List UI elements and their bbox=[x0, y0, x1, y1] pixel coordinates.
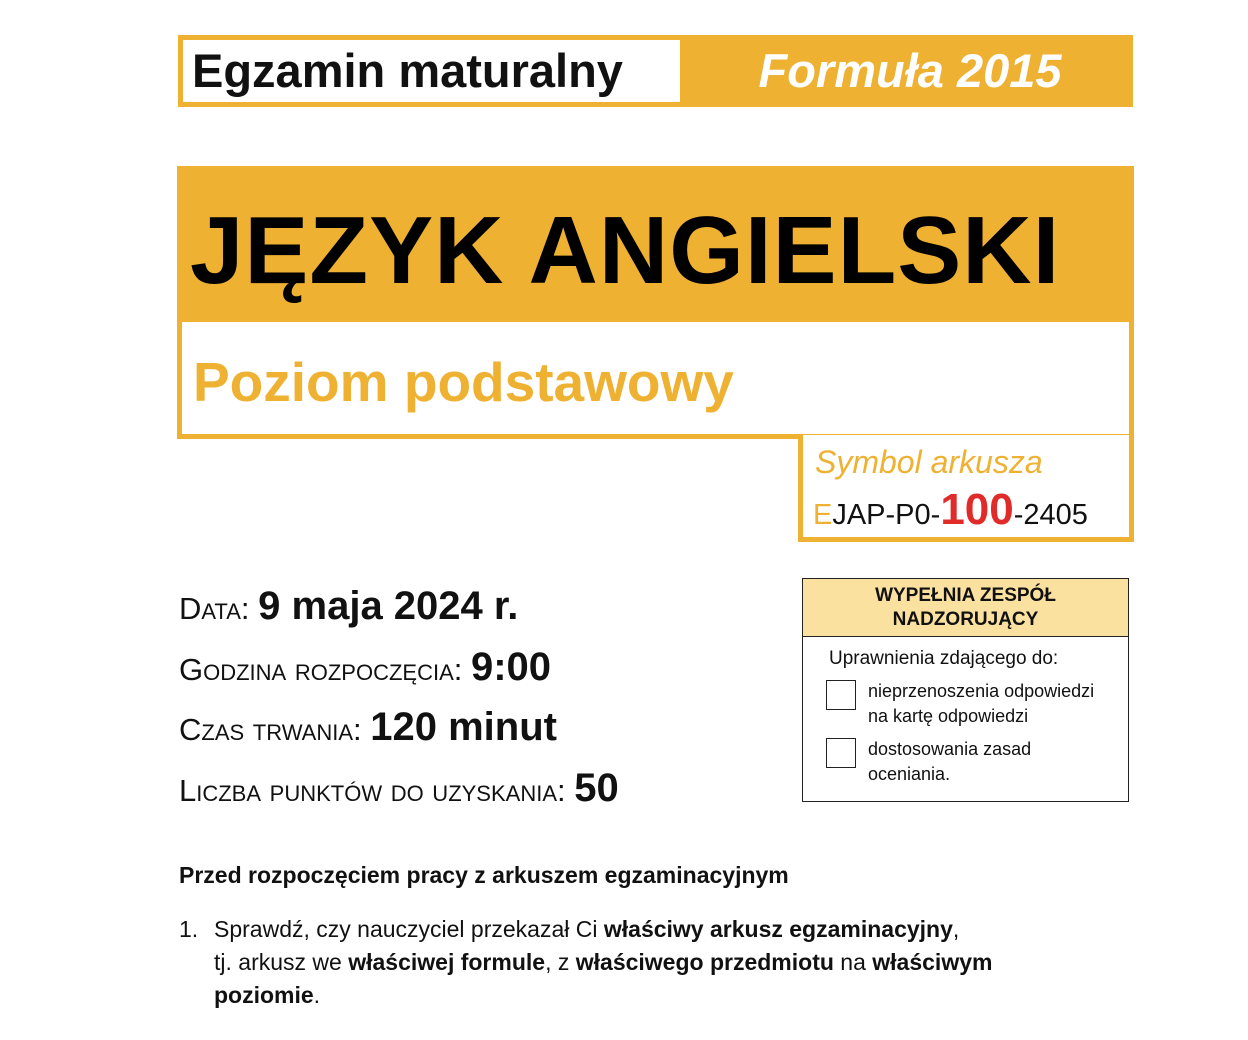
start-value: 9:00 bbox=[470, 645, 552, 689]
supervisor-box-header bbox=[803, 579, 1128, 637]
symbol-code-prefix: JAP-P0- bbox=[832, 499, 941, 531]
option1-line2: na kartę odpowiedzi bbox=[868, 706, 1029, 726]
exam-type-label: Egzamin maturalny bbox=[183, 40, 680, 102]
duration-value: 120 minut bbox=[370, 705, 557, 749]
instructions-title: Przed rozpoczęciem pracy z arkuszem egzaminacyjnym bbox=[179, 862, 789, 888]
info-start bbox=[179, 645, 551, 692]
formula-label: Formuła 2015 bbox=[758, 44, 1062, 97]
instruction-1-line2: tj. arkusz we właściwej formule, z właściwego przedmiotu na właściwym bbox=[214, 949, 993, 975]
symbol-label: Symbol arkusza bbox=[815, 444, 1043, 480]
option2-line2: oceniania. bbox=[868, 764, 951, 784]
symbol-code-e: E bbox=[813, 499, 833, 531]
points-value: 50 bbox=[574, 766, 619, 810]
checkbox-no-transfer[interactable] bbox=[826, 680, 856, 710]
info-duration bbox=[179, 705, 557, 752]
subject-title: JĘZYK ANGIELSKI bbox=[190, 197, 1061, 304]
symbol-code-suffix: -2405 bbox=[1013, 499, 1088, 531]
instruction-number-1: 1. bbox=[179, 916, 199, 942]
points-label: Liczba punktów do uzyskania: bbox=[179, 773, 566, 808]
option2-line1: dostosowania zasad bbox=[868, 739, 1032, 759]
symbol-code-number: 100 bbox=[940, 485, 1014, 534]
level-label: Poziom podstawowy bbox=[193, 351, 734, 413]
option-adjust-grading-text bbox=[868, 737, 1118, 787]
info-points bbox=[179, 766, 619, 813]
date-label: Data: bbox=[179, 591, 250, 626]
instruction-1-line3: poziomie. bbox=[214, 982, 321, 1008]
symbol-code bbox=[813, 485, 1088, 537]
option1-line1: nieprzenoszenia odpowiedzi bbox=[868, 681, 1095, 701]
start-label: Godzina rozpoczęcia: bbox=[179, 652, 463, 687]
supervisor-header-line2: NADZORUJĄCY bbox=[892, 609, 1039, 630]
checkbox-adjust-grading[interactable] bbox=[826, 738, 856, 768]
supervisor-header-line1: WYPEŁNIA ZESPÓŁ bbox=[875, 585, 1056, 606]
date-value: 9 maja 2024 r. bbox=[258, 584, 519, 628]
info-date bbox=[179, 584, 518, 631]
duration-label: Czas trwania: bbox=[179, 712, 362, 747]
instruction-1-line1: Sprawdź, czy nauczyciel przekazał Ci właściwy arkusz egzaminacyjny, bbox=[214, 916, 960, 942]
instruction-text-1 bbox=[214, 913, 1094, 1012]
option-no-transfer-text bbox=[868, 679, 1118, 729]
supervisor-subtitle: Uprawnienia zdającego do: bbox=[829, 648, 1059, 669]
